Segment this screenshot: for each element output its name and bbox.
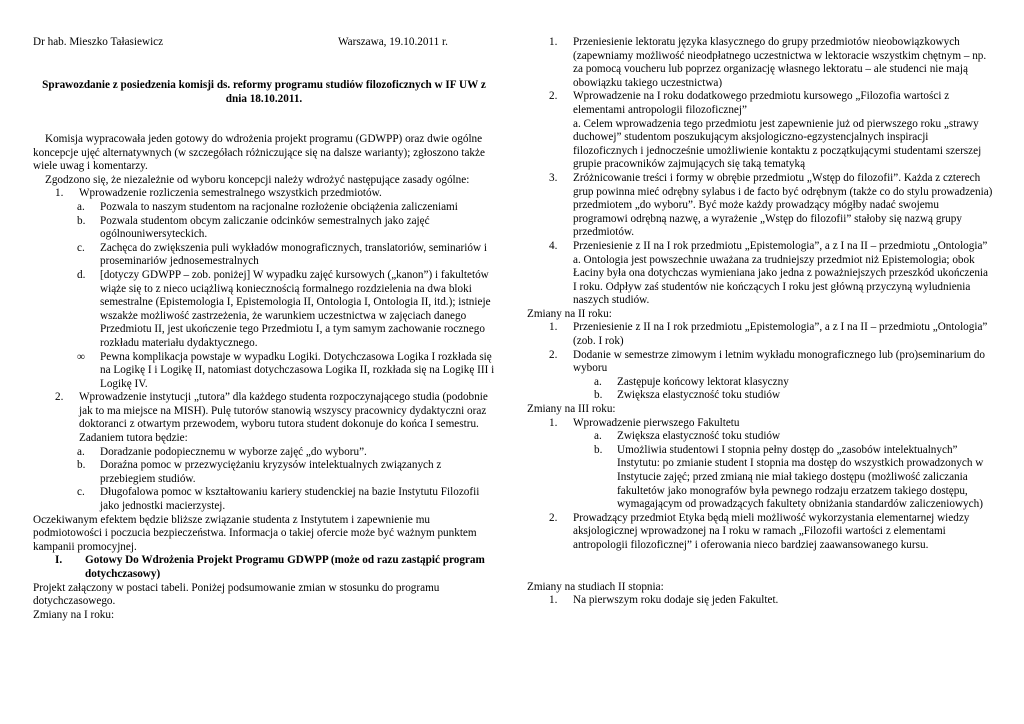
year2-label: Zmiany na II roku: [527,307,612,320]
list-item: 1. Przeniesienie lektoratu języka klasycznego do grupy przedmiotów nieobowiązkowych (zapewniamy możliwość nieodpłatnego uczestnictwa w lektoracie wszystkim chętnym – np. za pomocą voucheru lub poprzez organizację własnego lektoratu – ale studenci nie mają obowiązku takiego uczestnictwa) [549,36,987,89]
sub-item: c. Długofalowa pomoc w kształtowaniu kariery studenckiej na bazie Instytutu Filozofii jako jednostki macierzystej. [77,486,480,513]
list-item: 3. Zróżnicowanie treści i formy w obrębie przedmiotu „Wstęp do filozofii”. Każda z czterech grup powinna mieć odrębny sylabus i de facto być odrębnym (także co do stylu prowadzenia) przedmiotem „do wyboru”. Być może każdy prowadzący mógłby nadać swojemu programowi odrębną nazwę, a wyrażenie „Wstęp do filozofii” stałoby się nazwą grupy przedmiotów. [549,171,993,239]
place-date: Warszawa, 19.10.2011 r. [338,36,448,48]
report-title: Sprawozdanie z posiedzenia komisji ds. reformy programu studiów filozoficznych w IF UW z dnia 18.10.2011. [42,79,486,105]
sub-item: d. [dotyczy GDWPP – zob. poniżej] W wypadku zajęć kursowych („kanon”) i fakultetów wiąże się to z nieco uciążliwą koniecznością formalnego rozdzielenia na dwa bloki semestralne (Epistemologia I, Epistemologia II, Ontologia I, Ontologia II, itd.); istnieje wszakże możliwość zastrzeżenia, że warunkiem uczestnictwa w zajęciach danego Przedmiotu II, jest ukończenie tego Przedmiotu I, a tym samym zachowanie rocznego rozkładu materiału dydaktycznego. [77,268,491,349]
list-item: 1. Na pierwszym roku dodaje się jeden Fakultet. [549,594,779,607]
project-note: Projekt załączony w postaci tabeli. Poniżej podsumowanie zmian w stosunku do programu dotychczasowego. [33,581,440,608]
year3-label: Zmiany na III roku: [527,403,616,416]
effect-paragraph: Oczekiwanym efektem będzie bliższe związanie studenta z Instytutem i zapewnienie mu podmiotowości i poczucia bezpieczeństwa. Informacja o takiej ofercie może być ważnym punktem kampanii promocyjnej. [33,513,477,553]
sub-item: b. Doraźna pomoc w przezwyciężaniu kryzysów intelektualnych związanych z przebiegiem studiów. [77,459,442,485]
sub-item: a. Ontologia jest powszechnie uważana za trudniejszy przedmiot niż Epistemologia; obok Łaciny była ona dotychczas wymieniana jako jedna z poważniejszych przeszkód ukończenia I roku. Odpływ zaś studentów nie kończących I roku jest główną przyczyną wyludnienia naszych studiów. [573,253,989,307]
author: Dr hab. Mieszko Tałasiewicz [33,36,164,48]
intro-paragraph-2: Zgodzono się, że niezależnie od wyboru koncepcji należy wdrożyć następujące zasady ogólne: [45,173,470,186]
list-item: 4. Przeniesienie z II na I rok przedmiotu „Epistemologia”, a z I na II – przedmiotu „Ontologia” [549,239,988,252]
list-item: 1. Wprowadzenie pierwszego Fakultetu [549,416,740,429]
list-item: 1. Przeniesienie z II na I rok przedmiotu „Epistemologia”, a z I na II – przedmiotu „Ontologia” (zob. I rok) [549,321,988,348]
stage2-label: Zmiany na studiach II stopnia: [527,580,664,593]
sub-item: a. Zastępuje końcowy lektorat klasyczny [594,375,789,388]
document-header [33,36,495,50]
list-item: 2. Dodanie w semestrze zimowym i letnim wykładu monograficznego lub (pro)seminarium do wyboru [549,348,985,375]
list-item: 2. Prowadzący przedmiot Etyka będą mieli możliwość wykorzystania elementarnej wiedzy aksjologicznej wprowadzonej na I roku w ramach „Filozofii wartości z elementami antropologii filozoficznej” i oferowania nieco bardziej zaawansowanego kursu. [549,511,970,551]
sub-item: b. Pozwala studentom obcym zaliczanie odcinków semestralnych jako zajęć ogólnouniwersyteckich. [77,214,430,241]
section-heading: I. Gotowy Do Wdrożenia Projekt Programu GDWPP (może od razu zastąpić program dotychczasowy) [55,554,485,580]
sub-item: a. Doradzanie podopiecznemu w wyborze zajęć „do wyboru”. [77,445,367,458]
sub-item: b. Umożliwia studentowi I stopnia pełny dostęp do „zasobów intelektualnych” Instytutu: po zmianie student I stopnia ma dostęp do wszystkich prowadzonych w Instytucie zajęć; przed zmianą nie miał takiego dostępu (możliwość zaliczania fakultetów jako monografów była pewnego rodzaju erzatzem takiego dostępu, wymagającym od prowadzących fakultety obniżania standardów zaliczeniowych) [594,443,984,511]
list-item: 2. Wprowadzenie na I roku dodatkowego przedmiotu kursowego „Filozofia wartości z elementami antropologii filozoficznej” [549,90,950,116]
sub-item: a. Pozwala to naszym studentom na racjonalne rozłożenie obciążenia zaliczeniami [77,200,458,213]
sub-item: a. Zwiększa elastyczność toku studiów [594,430,781,443]
intro-paragraph: Komisja wypracowała jeden gotowy do wdrożenia projekt programu (GDWPP) oraz dwie ogólne koncepcje ujęć alternatywnych (w szczegółach różniczujące się na dalsze warianty); zgłoszono także wiele uwag i komentarzy. [33,133,485,173]
year1-label: Zmiany na I roku: [33,608,115,621]
sub-item: ∞ Pewna komplikacja powstaje w wypadku Logiki. Dotychczasowa Logika I rozkłada się na Logikę I i Logikę II, natomiast dotychczasowa Logika II, rozkłada się na Logikę III i Logikę IV. [77,350,495,390]
infinity-bullet-icon: ∞ [77,350,85,363]
sub-item: c. Zachęca do zwiększenia puli wykładów monograficznych, translatoriów, seminariów i proseminariów jednosemestralnych [77,241,487,268]
left-body [33,133,495,622]
right-body [527,36,993,608]
list-item: 2. Wprowadzenie instytucji „tutora” dla każdego studenta rozpoczynającego studia (podobnie jak to ma miejsce na MISH). Pulę tutorów stanowią wszyscy pracownicy dydaktyczni oraz doktoranci z otwartym przewodem, wyboru tutora student dokonuje do końca I semestru. Zadaniem tutora będzie: [55,391,488,445]
sub-item: a. Celem wprowadzenia tego przedmiotu jest zapewnienie już od pierwszego roku „strawy duchowej” studentom poszukującym aksjologiczno-egzystencjalnych inspiracji filozoficznych i jednocześnie umożliwienie kontaktu z początkującymi studentami szerszej grupie pracowników zajmujących się taką tematyką [573,117,982,171]
list-item: 1. Wprowadzenie rozliczenia semestralnego wszystkich przedmiotów. [55,187,382,200]
sub-item: b. Zwiększa elastyczność toku studiów [594,389,781,402]
